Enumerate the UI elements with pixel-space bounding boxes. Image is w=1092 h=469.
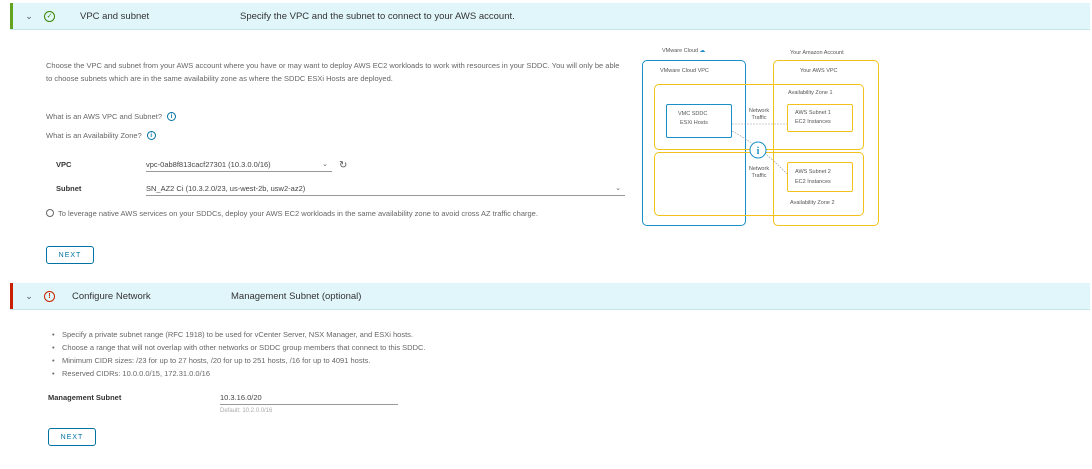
vpc-description: Choose the VPC and subnet from your AWS account where you have or may want to deploy AWS EC2 workloads to work with resources in your SDDC. You will only be able to choose subnets which are in the same availability zone as where the SDDC ESXi Hosts are deployed. xyxy=(46,61,620,83)
management-subnet-input[interactable]: 10.3.16.0/20 xyxy=(220,393,398,405)
network-traffic-2-label: Network Traffic xyxy=(748,166,770,179)
amazon-account-label: Your Amazon Account xyxy=(790,50,844,56)
network-next-button[interactable]: NEXT xyxy=(48,428,96,446)
subnet-label: Subnet xyxy=(56,184,82,193)
success-accent-bar xyxy=(10,3,13,29)
network-traffic-1-label: Network Traffic xyxy=(748,108,770,121)
list-item: • Specify a private subnet range (RFC 1918) to be used for vCenter Server, NSX Manager, and ESXi hosts. xyxy=(52,328,426,341)
error-circle-icon: ! xyxy=(44,291,55,302)
vpc-next-button[interactable]: NEXT xyxy=(46,246,94,264)
check-circle-icon: ✓ xyxy=(44,11,55,22)
vpc-diagram xyxy=(640,46,885,231)
ec2-instances-1-label: EC2 Instances xyxy=(795,119,831,125)
vpc-help-text[interactable]: What is an AWS VPC and Subnet? xyxy=(46,112,163,121)
management-subnet-label: Management Subnet xyxy=(48,393,122,402)
section-title: Configure Network xyxy=(72,290,151,302)
vmware-cloud-label: VMware Cloud ☁ xyxy=(662,48,706,54)
aws-subnet-2-label: AWS Subnet 2 xyxy=(795,169,831,175)
esxi-hosts-label: ESXi Hosts xyxy=(680,120,708,126)
vpc-label: VPC xyxy=(56,160,72,169)
error-accent-bar xyxy=(10,283,13,309)
diagram-connectors xyxy=(640,46,885,231)
vpc-select-value: vpc-0ab8f813cacf27301 (10.3.0.0/16) xyxy=(146,160,271,169)
vpc-help-link[interactable] xyxy=(46,112,176,121)
info-icon[interactable]: i xyxy=(167,112,176,121)
note-text: To leverage native AWS services on your SDDCs, deploy your AWS EC2 workloads in the same availability zone to avoid cross AZ traffic charge. xyxy=(58,209,538,218)
az-help-text[interactable]: What is an Availability Zone? xyxy=(46,131,142,140)
section-subtitle: Specify the VPC and the subnet to connect to your AWS account. xyxy=(240,10,515,22)
aws-subnet-1-label: AWS Subnet 1 xyxy=(795,110,831,116)
az-help-link[interactable] xyxy=(46,131,156,140)
cloud-icon: ☁ xyxy=(699,48,706,54)
vpc-subnet-section-header[interactable] xyxy=(10,3,1090,30)
info-circle-icon xyxy=(46,209,54,217)
vmware-cloud-vpc-label: VMware Cloud VPC xyxy=(660,68,709,74)
list-item: • Reserved CIDRs: 10.0.0.0/15, 172.31.0.0/16 xyxy=(52,367,426,380)
chevron-down-icon[interactable]: ⌄ xyxy=(25,10,33,21)
az2-label: Availability Zone 2 xyxy=(790,200,835,206)
vpc-select[interactable] xyxy=(146,160,332,172)
management-subnet-helper: Default: 10.2.0.0/16 xyxy=(220,408,273,414)
info-icon[interactable]: i xyxy=(147,131,156,140)
chevron-down-icon[interactable]: ⌄ xyxy=(25,290,33,301)
az1-label: Availability Zone 1 xyxy=(788,90,833,96)
vmc-sddc-label: VMC SDDC xyxy=(678,111,708,117)
subnet-select[interactable] xyxy=(146,184,625,196)
svg-text:i: i xyxy=(756,146,760,157)
section-title: VPC and subnet xyxy=(80,10,150,22)
chevron-down-icon: ⌄ xyxy=(615,185,621,192)
aws-vpc-label: Your AWS VPC xyxy=(800,68,838,74)
list-item: • Minimum CIDR sizes: /23 for up to 27 hosts, /20 for up to 251 hosts, /16 for up to 4091 hosts. xyxy=(52,354,426,367)
chevron-down-icon: ⌄ xyxy=(322,161,328,168)
ec2-instances-2-label: EC2 Instances xyxy=(795,179,831,185)
refresh-icon[interactable]: ↻ xyxy=(339,160,348,171)
network-guidelines-list xyxy=(52,328,426,380)
az-traffic-note xyxy=(46,207,626,220)
configure-network-section-header[interactable] xyxy=(10,283,1090,310)
section-subtitle: Management Subnet (optional) xyxy=(231,290,362,302)
list-item: • Choose a range that will not overlap with other networks or SDDC group members that connect to this SDDC. xyxy=(52,341,426,354)
subnet-select-value: SN_AZ2 Ci (10.3.2.0/23, us-west-2b, usw2-az2) xyxy=(146,184,306,193)
